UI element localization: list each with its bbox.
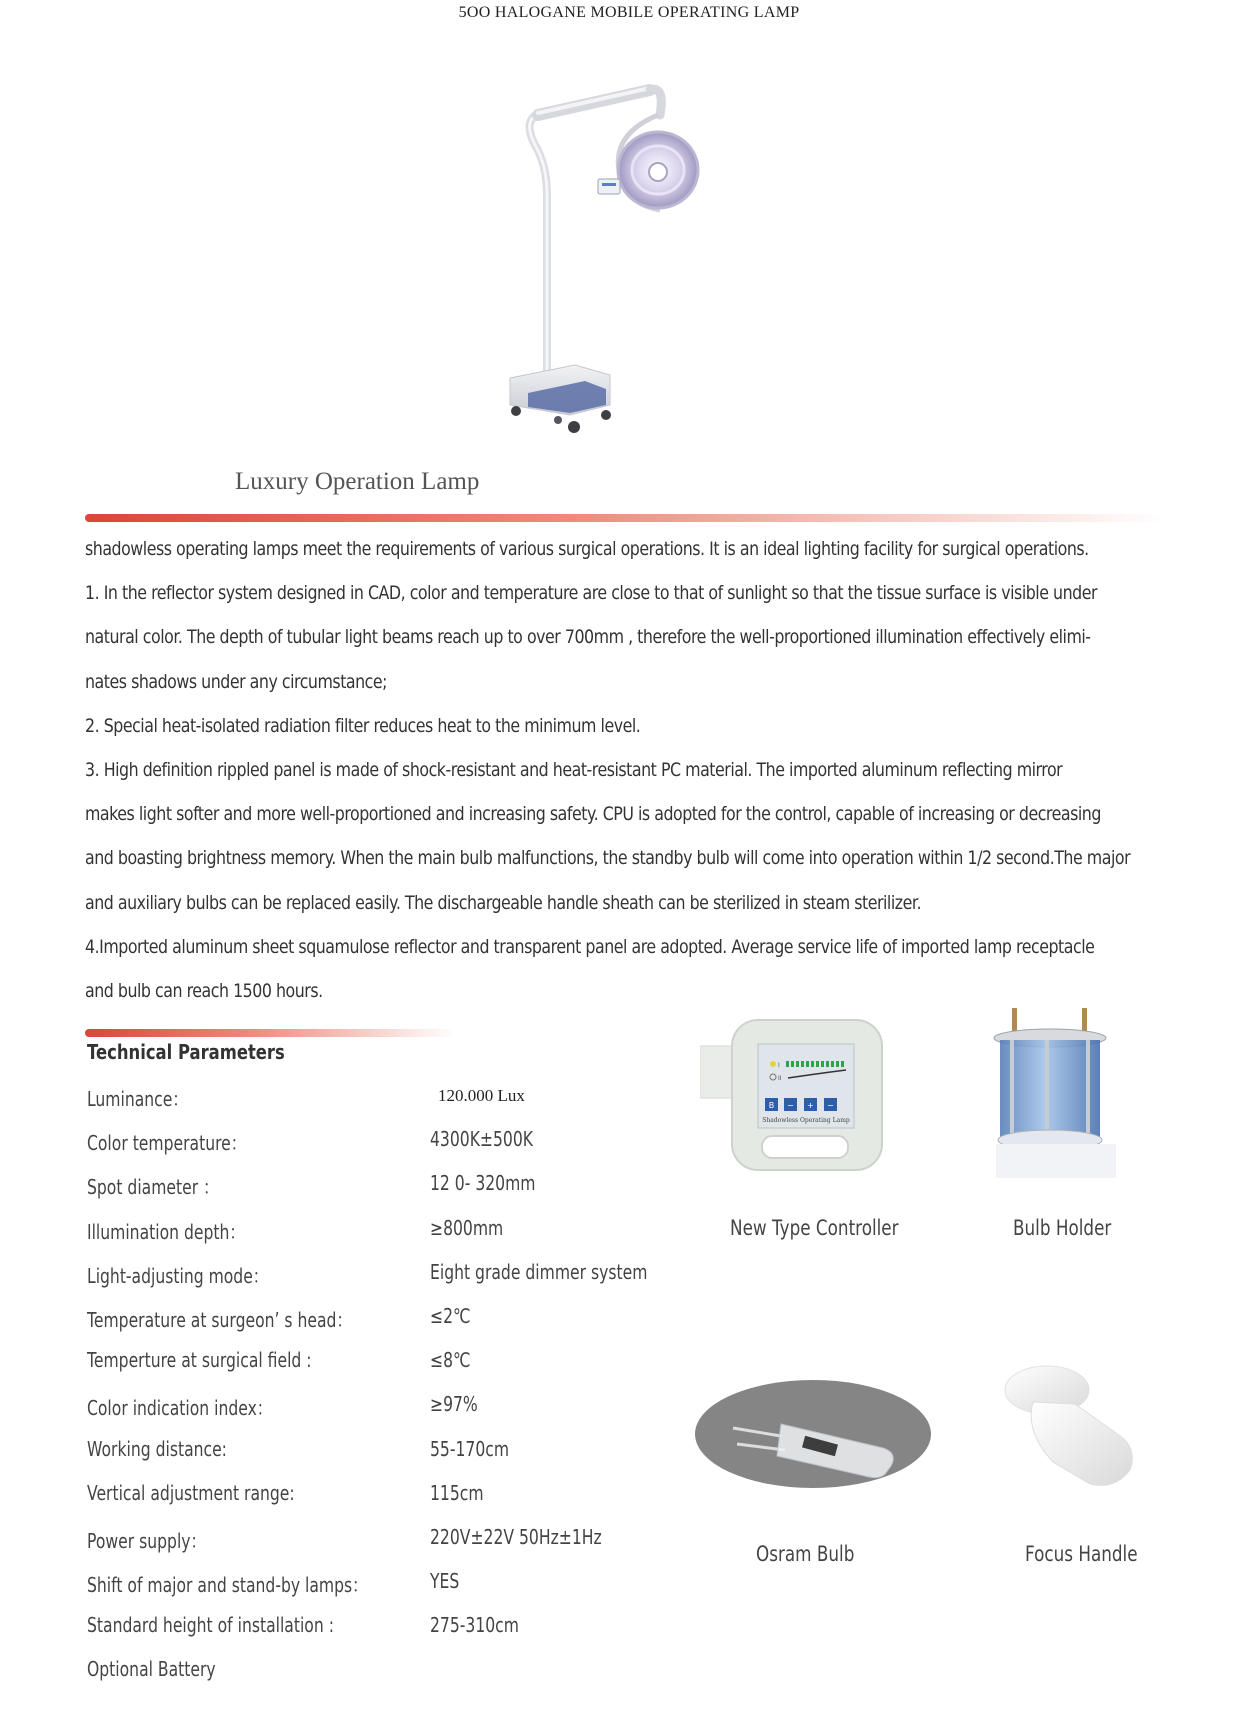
section-divider — [85, 1029, 455, 1037]
description-line: natural color. The depth of tubular light beams reach up to over 700mm , therefore the well-proportioned illumination effectively elimi- — [85, 627, 1091, 649]
page-title: 5OO HALOGANE MOBILE OPERATING LAMP — [458, 4, 800, 21]
param-label: Optional Battery — [87, 1657, 216, 1682]
param-row — [87, 1525, 667, 1569]
param-label: Light-adjusting mode： — [87, 1263, 269, 1288]
bulb-holder-caption: Bulb Holder — [1013, 1216, 1112, 1240]
param-label: Temperture at surgical field : — [87, 1348, 312, 1373]
controller-indicator-2: II — [778, 1075, 782, 1082]
param-label: Shift of major and stand-by lamps： — [87, 1573, 368, 1598]
param-value: 120.000 Lux — [438, 1086, 525, 1105]
product-description — [85, 528, 1194, 1014]
description-line: nates shadows under any circumstance; — [85, 671, 388, 693]
param-row — [87, 1260, 667, 1304]
osram-bulb-caption: Osram Bulb — [756, 1542, 855, 1566]
param-row — [87, 1437, 667, 1481]
param-value: 4300K±500K — [430, 1127, 534, 1152]
param-label: Color indication index： — [87, 1396, 273, 1421]
param-row — [87, 1657, 667, 1701]
osram-bulb-icon — [693, 1378, 933, 1490]
controller-button-label: − — [787, 1101, 794, 1110]
focus-handle-icon — [995, 1362, 1145, 1492]
param-value: ≤8℃ — [430, 1348, 471, 1373]
description-line: shadowless operating lamps meet the requirements of various surgical operations. It is an ideal lighting facility for surgical operations. — [85, 539, 1089, 560]
bulb-holder-icon — [990, 1008, 1125, 1178]
param-row — [87, 1127, 667, 1171]
technical-parameters-table — [87, 1083, 667, 1702]
param-row — [87, 1171, 667, 1215]
param-value: ≥800mm — [430, 1215, 504, 1240]
description-line: 3. High definition rippled panel is made of shock-resistant and heat-resistant PC material. The imported aluminum reflecting mirror — [85, 760, 1063, 782]
lamp-caption: Luxury Operation Lamp — [235, 468, 480, 495]
param-value: 220V±22V 50Hz±1Hz — [430, 1524, 602, 1549]
section-divider — [85, 514, 1165, 522]
param-label: Working distance: — [87, 1436, 227, 1461]
param-label: Spot diameter ： — [87, 1175, 219, 1200]
param-label: Luminance： — [87, 1087, 188, 1111]
controller-icon — [700, 1018, 885, 1173]
controller-button-label: − — [827, 1101, 834, 1110]
controller-caption: New Type Controller — [730, 1216, 899, 1240]
description-line: and boasting brightness memory. When the main bulb malfunctions, the standby bulb will come into operation within 1/2 second.The major — [85, 848, 1131, 870]
param-value: Eight grade dimmer system — [430, 1259, 648, 1284]
param-value: ≤2℃ — [430, 1303, 471, 1328]
param-label: Color temperature： — [87, 1131, 247, 1156]
operating-lamp-icon — [500, 75, 740, 445]
param-label: Standard height of installation : — [87, 1613, 334, 1638]
controller-indicator-1: I — [778, 1062, 780, 1069]
description-line: and auxiliary bulbs can be replaced easily. The dischargeable handle sheath can be sterilized in steam sterilizer. — [85, 892, 922, 914]
param-value: YES — [430, 1569, 460, 1594]
param-value: 275-310cm — [430, 1613, 519, 1638]
param-row — [87, 1304, 667, 1348]
param-row — [87, 1569, 667, 1613]
param-value: 55-170cm — [430, 1436, 510, 1461]
param-row — [87, 1348, 667, 1392]
controller-panel-text: Shadowless Operating Lamp — [762, 1117, 850, 1124]
param-row — [87, 1083, 667, 1127]
param-value: ≥97% — [430, 1392, 478, 1417]
param-label: Vertical adjustment range: — [87, 1480, 295, 1505]
description-line: 4.Imported aluminum sheet squamulose reflector and transparent panel are adopted. Average service life of imported lamp receptacle — [85, 936, 1095, 958]
param-row — [87, 1392, 667, 1436]
description-line: and bulb can reach 1500 hours. — [85, 981, 323, 1003]
param-value: 115cm — [430, 1480, 484, 1505]
description-line: makes light softer and more well-proportioned and increasing safety. CPU is adopted for the control, capable of increasing or decreasing — [85, 804, 1101, 826]
description-line: 1. In the reflector system designed in CAD, color and temperature are close to that of sunlight so that the tissue surface is visible under — [85, 583, 1098, 605]
param-label: Temperature at surgeon’ s head： — [87, 1307, 353, 1332]
controller-button-label: B — [768, 1101, 775, 1110]
technical-parameters-heading: Technical Parameters — [87, 1040, 285, 1064]
param-row — [87, 1216, 667, 1260]
param-value: 12 0- 320mm — [430, 1171, 536, 1196]
param-label: Power supply： — [87, 1528, 207, 1553]
param-row — [87, 1613, 667, 1657]
description-line: 2. Special heat-isolated radiation filter reduces heat to the minimum level. — [85, 715, 641, 737]
param-label: Illumination depth： — [87, 1219, 245, 1244]
param-row — [87, 1481, 667, 1525]
focus-handle-caption: Focus Handle — [1025, 1542, 1138, 1566]
controller-button-label: + — [807, 1101, 814, 1110]
